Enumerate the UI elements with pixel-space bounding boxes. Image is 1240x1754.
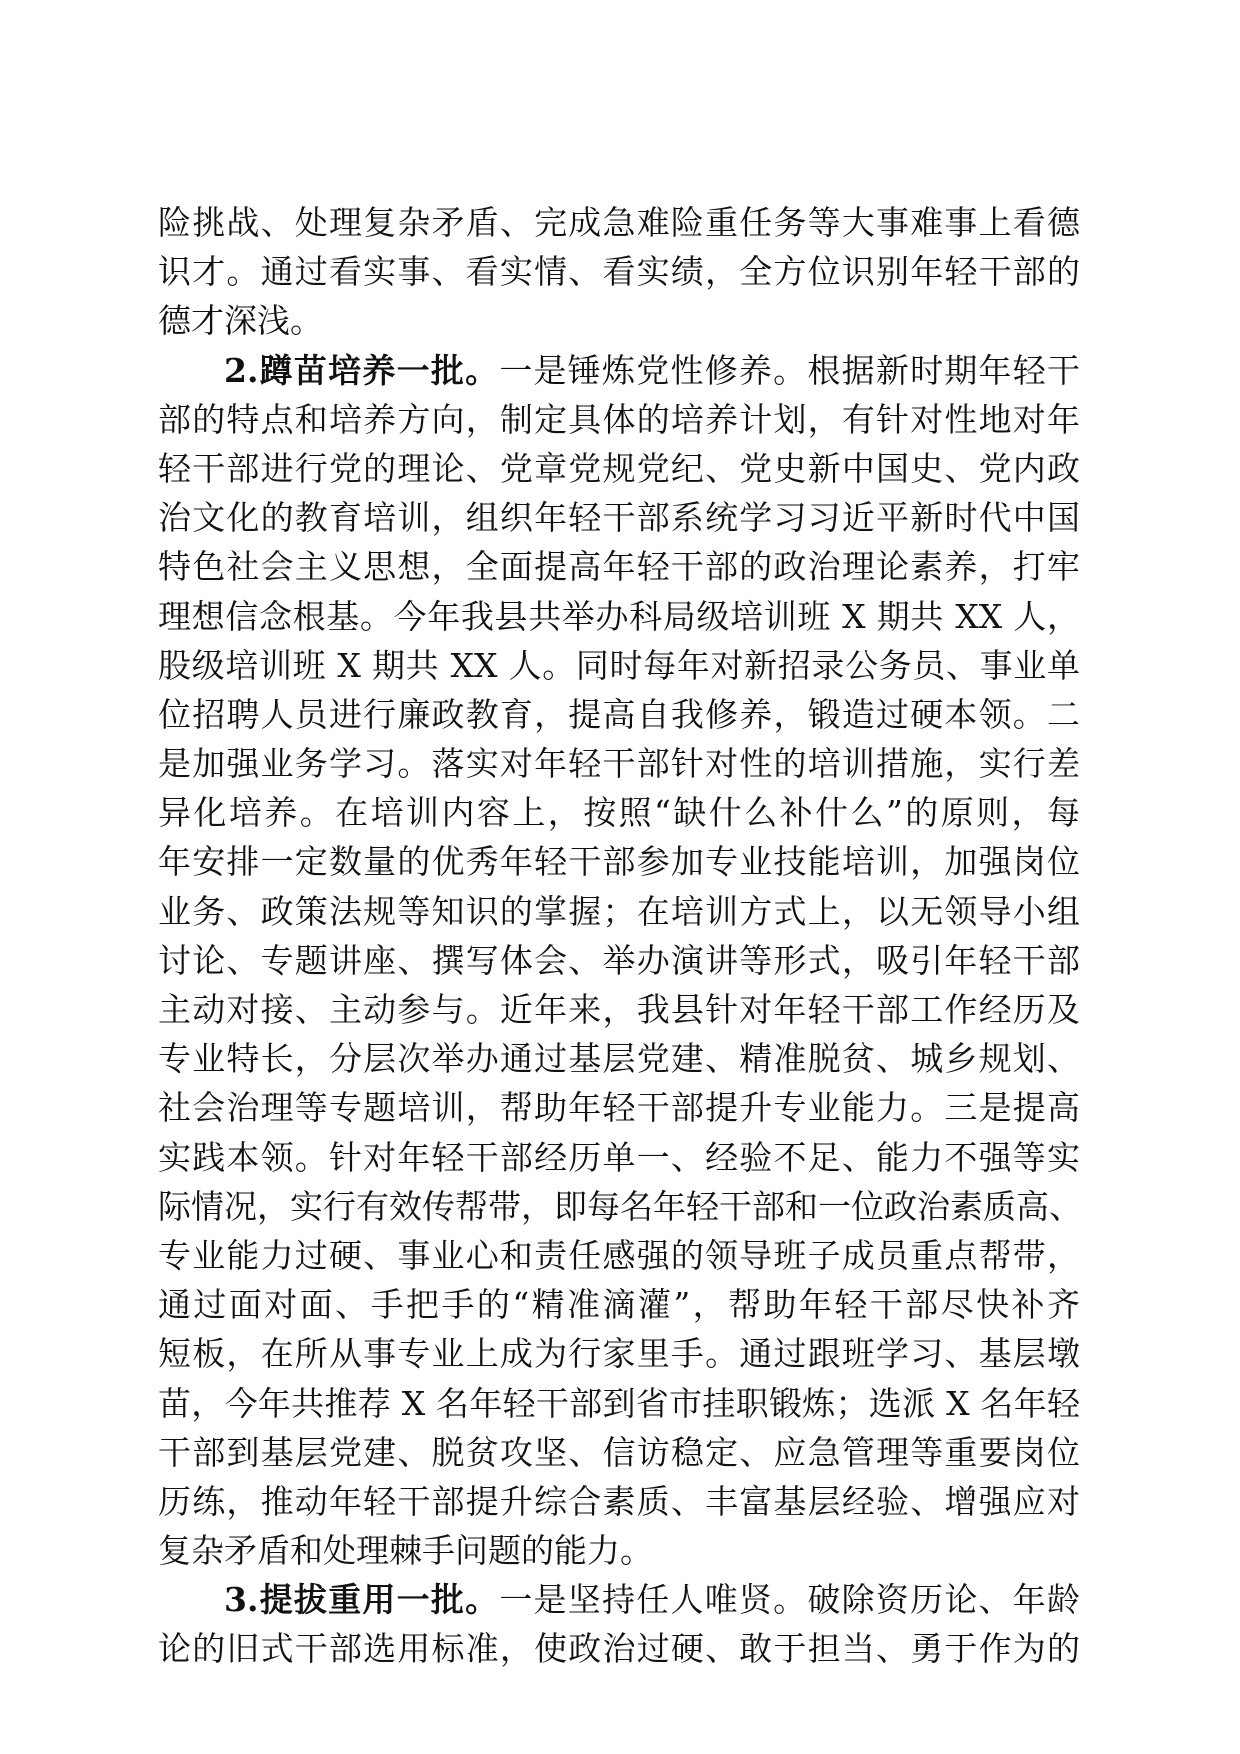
text-line: 异化培养。在培训内容上，按照“缺什么补什么”的原则，每: [158, 793, 1080, 833]
text-line: 年安排一定数量的优秀年轻干部参加专业技能培训，加强岗位: [158, 842, 1080, 882]
text-line: 部的特点和培养方向，制定具体的培养计划，有针对性地对年: [158, 399, 1080, 439]
paragraph-section-2: [158, 346, 1080, 1576]
text-line: 历练，推动年轻干部提升综合素质、丰富基层经验、增强应对: [158, 1481, 1080, 1521]
text-line: 短板，在所从事专业上成为行家里手。通过跟班学习、基层墩: [158, 1334, 1080, 1374]
text-line: 险挑战、处理复杂矛盾、完成急难险重任务等大事难事上看德: [158, 203, 1080, 242]
text-line: 苗，今年共推荐 X 名年轻干部到省市挂职锻炼；选派 X 名年轻: [158, 1383, 1080, 1423]
paragraph-section-3: [158, 1575, 1080, 1673]
text-line: 识才。通过看实事、看实情、看实绩，全方位识别年轻干部的: [158, 252, 1080, 292]
text-line: 专业特长，分层次举办通过基层党建、精准脱贫、城乡规划、: [158, 1039, 1080, 1079]
text-line: 论的旧式干部选用标准，使政治过硬、敢于担当、勇于作为的: [158, 1629, 1080, 1669]
text-line: 干部到基层党建、脱贫攻坚、信访稳定、应急管理等重要岗位: [158, 1432, 1080, 1472]
text-line: 讨论、专题讲座、撰写体会、举办演讲等形式，吸引年轻干部: [158, 940, 1080, 980]
text-line: 业务、政策法规等知识的掌握；在培训方式上，以无领导小组: [158, 891, 1080, 931]
section-heading: 3.提拔重用一批。: [224, 1580, 500, 1620]
section-heading: 2.蹲苗培养一批。: [224, 350, 500, 390]
text-line: 际情况，实行有效传帮带，即每名年轻干部和一位政治素质高、: [158, 1186, 1082, 1226]
text-line: 主动对接、主动参与。近年来，我县针对年轻干部工作经历及: [158, 990, 1080, 1029]
text-line-first: [158, 346, 1080, 395]
text-line: 社会治理等专题培训，帮助年轻干部提升专业能力。三是提高: [158, 1088, 1080, 1128]
paragraph-continuation: [158, 198, 1080, 346]
text-line: 治文化的教育培训，组织年轻干部系统学习习近平新时代中国: [158, 498, 1080, 538]
text-line: 德才深浅。: [158, 301, 323, 341]
text-run: 一是锤炼党性修养。根据新时期年轻干: [499, 350, 1081, 390]
text-line: 实践本领。针对年轻干部经历单一、经验不足、能力不强等实: [158, 1137, 1080, 1177]
text-line: 特色社会主义思想，全面提高年轻干部的政治理论素养，打牢: [158, 547, 1080, 587]
text-run: 一是坚持任人唯贤。破除资历论、年龄: [499, 1580, 1081, 1620]
text-line: 位招聘人员进行廉政教育，提高自我修养，锻造过硬本领。二: [158, 694, 1080, 734]
text-line: 专业能力过硬、事业心和责任感强的领导班子成员重点帮带，: [158, 1235, 1080, 1275]
text-line: 轻干部进行党的理论、党章党规党纪、党史新中国史、党内政: [158, 448, 1080, 488]
text-line-first: [158, 1575, 1080, 1624]
text-line: 股级培训班 X 期共 XX 人。同时每年对新招录公务员、事业单: [158, 645, 1080, 685]
text-line: 是加强业务学习。落实对年轻干部针对性的培训措施，实行差: [158, 744, 1080, 784]
text-line: 理想信念根基。今年我县共举办科局级培训班 X 期共 XX 人，: [158, 596, 1080, 636]
text-line: 复杂矛盾和处理棘手问题的能力。: [158, 1531, 653, 1571]
text-line: 通过面对面、手把手的“精准滴灌”，帮助年轻干部尽快补齐: [158, 1285, 1080, 1325]
document-page: [158, 198, 1080, 1674]
